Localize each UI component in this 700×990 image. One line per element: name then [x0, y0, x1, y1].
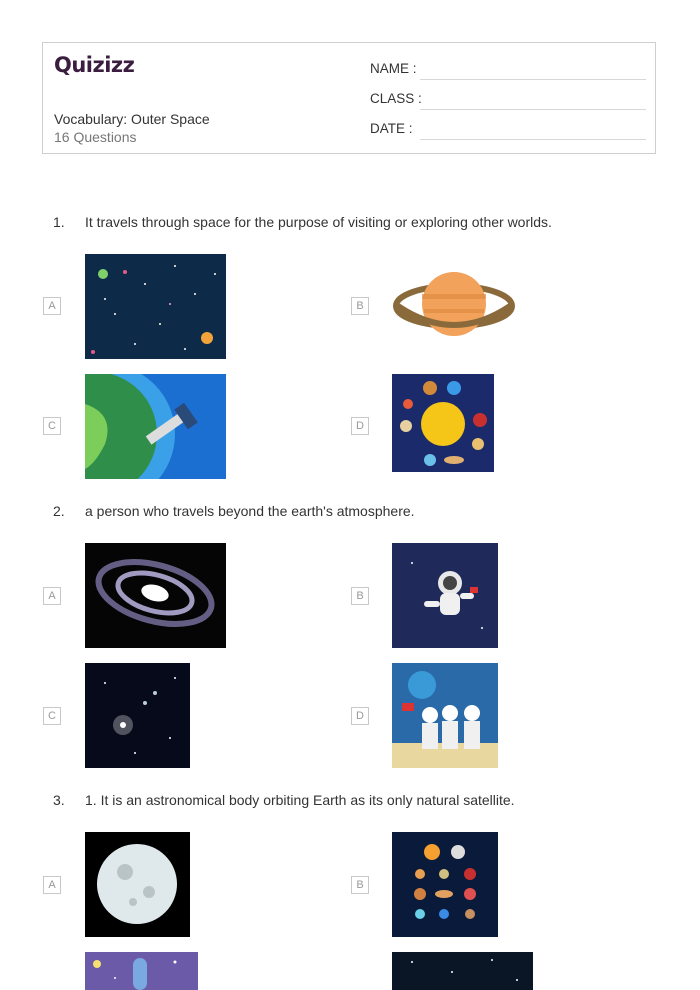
- option-letter[interactable]: B: [351, 297, 369, 315]
- option-letter[interactable]: D: [351, 417, 369, 435]
- option-letter[interactable]: B: [351, 876, 369, 894]
- question-text: a person who travels beyond the earth's atmosphere.: [85, 503, 415, 519]
- option-letter[interactable]: A: [43, 587, 61, 605]
- option-letter[interactable]: A: [43, 297, 61, 315]
- quizizz-logo: Quizizz: [54, 53, 135, 77]
- date-label: DATE :: [370, 121, 413, 136]
- option-letter[interactable]: C: [43, 417, 61, 435]
- worksheet-header: [42, 42, 656, 154]
- question-text: 1. It is an astronomical body orbiting Earth as its only natural satellite.: [85, 792, 515, 808]
- question-number: 2.: [53, 503, 65, 519]
- full-moon-image[interactable]: [85, 832, 190, 937]
- rocket-night-sky-image[interactable]: [85, 952, 198, 990]
- option-letter[interactable]: C: [43, 707, 61, 725]
- class-line: [420, 109, 646, 110]
- option-letter[interactable]: D: [351, 707, 369, 725]
- worksheet-title: Vocabulary: Outer Space: [54, 111, 210, 127]
- option-letter[interactable]: A: [43, 876, 61, 894]
- class-label: CLASS :: [370, 91, 422, 106]
- option-letter[interactable]: B: [351, 587, 369, 605]
- ringed-planet-image[interactable]: [392, 254, 516, 359]
- question-count: 16 Questions: [54, 129, 137, 145]
- name-label: NAME :: [370, 61, 417, 76]
- solar-system-chart-image[interactable]: [392, 374, 494, 479]
- floating-astronaut-image[interactable]: [392, 543, 498, 648]
- astronauts-on-moon-image[interactable]: [392, 663, 498, 768]
- date-line: [420, 139, 646, 140]
- satellite-over-earth-image[interactable]: [85, 374, 226, 479]
- spiral-galaxy-image[interactable]: [85, 543, 226, 648]
- starry-space-image[interactable]: [85, 254, 226, 359]
- question-text: It travels through space for the purpose of visiting or exploring other worlds.: [85, 214, 552, 230]
- question-number: 3.: [53, 792, 65, 808]
- name-line: [420, 79, 646, 80]
- question-number: 1.: [53, 214, 65, 230]
- star-cluster-image[interactable]: [85, 663, 190, 768]
- night-sky-image[interactable]: [392, 952, 533, 990]
- solar-system-poster-image[interactable]: [392, 832, 498, 937]
